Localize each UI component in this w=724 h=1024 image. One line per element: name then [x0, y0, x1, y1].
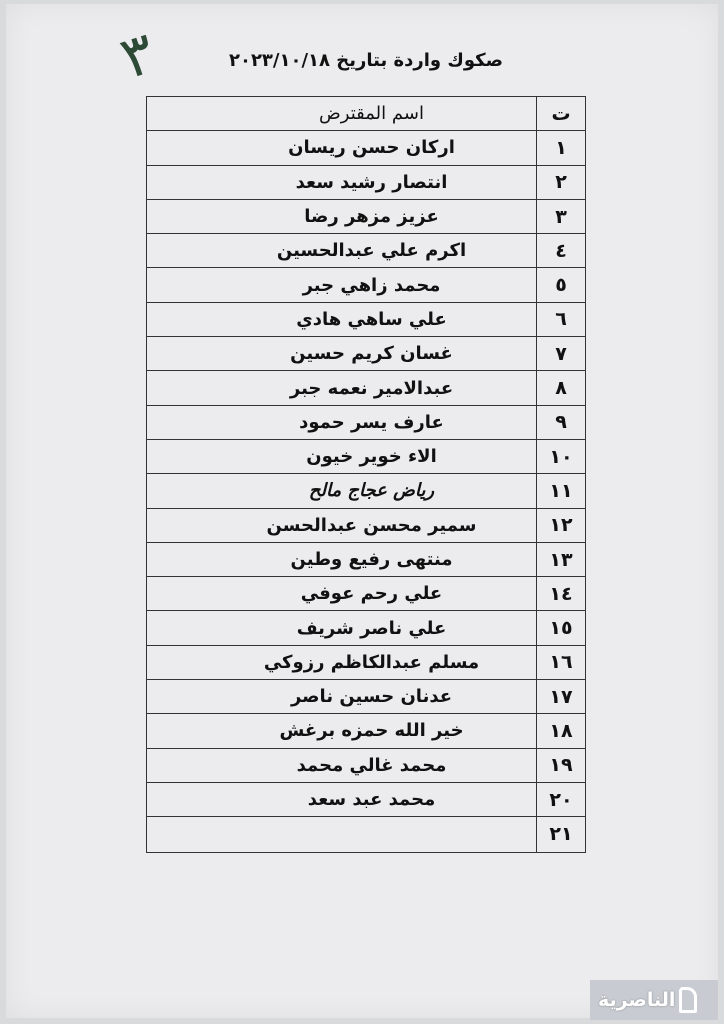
- table-row: [147, 234, 585, 268]
- borrower-name: سمير محسن عبدالحسن: [266, 514, 477, 536]
- borrower-name: انتصار رشيد سعد: [295, 171, 448, 193]
- table-body: [147, 131, 585, 851]
- watermark-logo: [590, 980, 718, 1020]
- borrower-name: عارف يسر حمود: [299, 411, 444, 433]
- row-number: ٨: [536, 371, 585, 404]
- table-row: [147, 577, 585, 611]
- table-row: [147, 646, 585, 680]
- borrower-name: علي ساهي هادي: [296, 308, 447, 330]
- header-name: اسم المقترض: [319, 103, 424, 125]
- row-number: ١: [536, 131, 585, 164]
- header-number: ت: [536, 97, 585, 130]
- logo-text: الناصرية: [598, 989, 676, 1011]
- row-number: ١٠: [536, 440, 585, 473]
- borrower-name: اكرم علي عبدالحسين: [276, 240, 467, 262]
- table-row: [147, 817, 585, 851]
- row-number: ٧: [536, 337, 585, 370]
- table-row: [147, 131, 585, 165]
- borrower-name: محمد غالي محمد: [296, 754, 447, 776]
- borrower-name: الاء خوير خيون: [306, 446, 437, 468]
- borrower-name: علي ناصر شريف: [296, 617, 447, 639]
- row-number: ٥: [536, 268, 585, 301]
- table-row: [147, 200, 585, 234]
- borrowers-table: [146, 96, 586, 853]
- table-row: [147, 783, 585, 817]
- table-row: [147, 166, 585, 200]
- borrower-name: مسلم عبدالكاظم رزوكي: [263, 651, 480, 673]
- table-row: [147, 303, 585, 337]
- borrower-name: خير الله حمزه برغش: [279, 720, 464, 742]
- table-row: [147, 543, 585, 577]
- row-number: ٢١: [536, 817, 585, 851]
- row-number: ٩: [536, 406, 585, 439]
- borrower-name: منتهى رفيع وطين: [290, 549, 453, 570]
- borrower-name: محمد عبد سعد: [307, 789, 436, 811]
- nasiriyah-logo-icon: [679, 987, 697, 1013]
- table-row: [147, 440, 585, 474]
- borrower-name: اركان حسن ريسان: [288, 137, 455, 159]
- borrower-name: محمد زاهي جبر: [302, 274, 441, 296]
- borrower-name: غسان كريم حسين: [290, 343, 453, 365]
- row-number: ١٢: [536, 509, 585, 542]
- row-number: ٣: [536, 200, 585, 233]
- borrower-name: علي رحم عوفي: [300, 583, 443, 605]
- table-row: [147, 749, 585, 783]
- row-number: ١٦: [536, 646, 585, 679]
- borrower-name: رياض عجاج مالح: [308, 480, 435, 502]
- borrower-name: عبدالامير نعمه جبر: [289, 377, 454, 399]
- table-row: [147, 714, 585, 748]
- document-page: [6, 4, 718, 1018]
- table-row: [147, 337, 585, 371]
- row-number: ١٧: [536, 680, 585, 713]
- row-number: ٦: [536, 303, 585, 336]
- table-header-row: [147, 97, 585, 131]
- borrower-name: عدنان حسين ناصر: [290, 686, 453, 708]
- row-number: ١٣: [536, 543, 585, 576]
- table-row: [147, 680, 585, 714]
- table-row: [147, 611, 585, 645]
- row-number: ١٤: [536, 577, 585, 610]
- table-row: [147, 371, 585, 405]
- borrower-name: عزيز مزهر رضا: [304, 206, 439, 228]
- handwritten-page-number: ٣: [112, 17, 163, 93]
- row-number: ٢٠: [536, 783, 585, 816]
- table-row: [147, 268, 585, 302]
- borrower-name: [147, 817, 536, 851]
- table-row: [147, 509, 585, 543]
- row-number: ١٨: [536, 714, 585, 747]
- row-number: ٢: [536, 166, 585, 199]
- table-row: [147, 406, 585, 440]
- document-heading: صكوك واردة بتاريخ ٢٠٢٣/١٠/١٨: [228, 50, 504, 71]
- row-number: ٤: [536, 234, 585, 267]
- table-row: [147, 474, 585, 508]
- row-number: ١٩: [536, 749, 585, 782]
- row-number: ١٥: [536, 611, 585, 644]
- row-number: ١١: [536, 474, 585, 507]
